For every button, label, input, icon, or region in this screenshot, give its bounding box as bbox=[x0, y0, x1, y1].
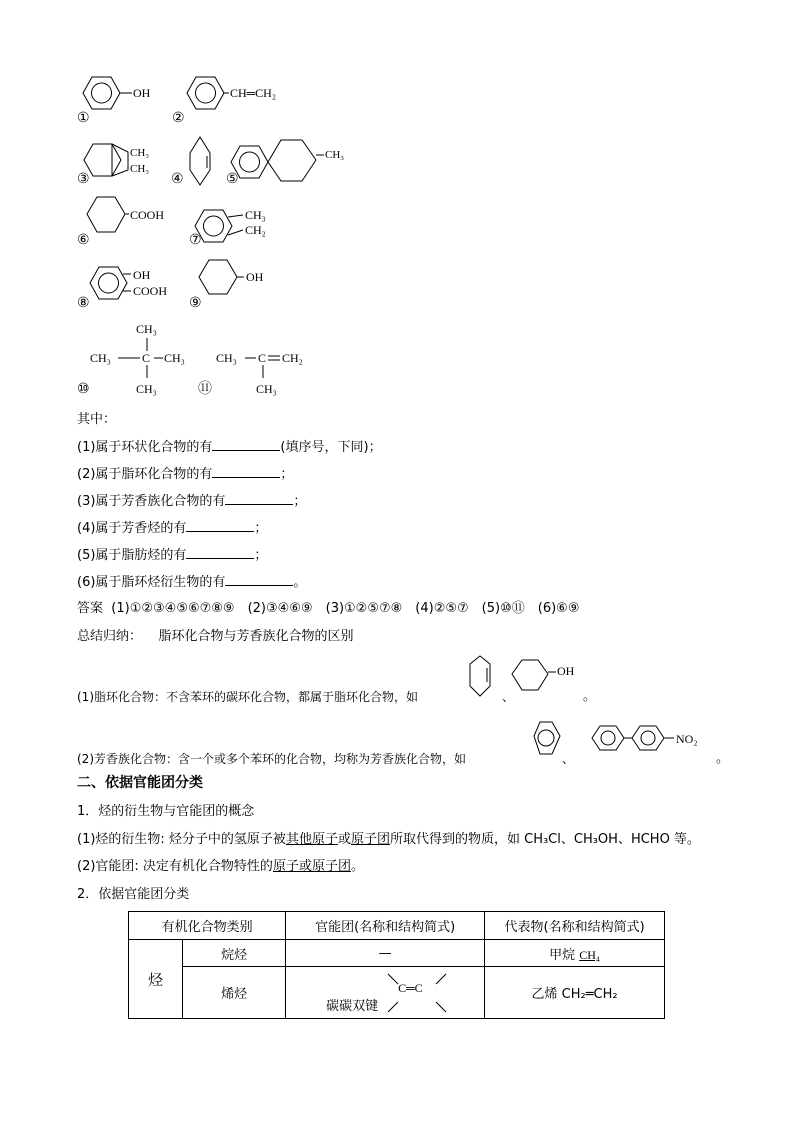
table-rep-alkane bbox=[485, 940, 665, 967]
structure-label-9: ⑨ bbox=[189, 296, 202, 311]
cyclohexanol-ring-example bbox=[512, 660, 548, 690]
structure-label-6: ⑥ bbox=[77, 233, 90, 248]
table-class-alkane: 烷烃 bbox=[183, 940, 286, 967]
summary-end-1: 。 bbox=[583, 689, 597, 704]
answer-blank-1[interactable] bbox=[212, 438, 280, 451]
definition-1-c: 所取代得到的物质，如 CH₃Cl、CH₃OH、HCHO 等。 bbox=[389, 832, 700, 847]
summary-p2-text: (2)芳香族化合物：含一个或多个苯环的化合物，均称为芳香族化合物，如 bbox=[77, 752, 467, 766]
biphenyl-ring-a bbox=[592, 726, 624, 750]
table-header-rep: 代表物(名称和结构简式) bbox=[485, 912, 665, 940]
table-class-alkene: 烯烃 bbox=[183, 967, 286, 1019]
definition-2-u: 原子或原子团 bbox=[272, 859, 351, 874]
summary-p2 bbox=[77, 750, 466, 768]
question-6-text: (6)属于脂环烃衍生物的有 bbox=[77, 575, 226, 590]
structure-label-4: ④ bbox=[171, 172, 184, 187]
cyclohexane-ring-6 bbox=[87, 197, 125, 232]
group-vinyl-2: CH═CH₂ bbox=[230, 86, 277, 100]
question-2-text: (2)属于脂环化合物的有 bbox=[77, 467, 213, 482]
definition-1 bbox=[77, 831, 700, 849]
aromatic-circle-1 bbox=[92, 83, 112, 103]
cyclohexane-ring-9 bbox=[199, 260, 237, 294]
summary-sep-2: 、 bbox=[562, 752, 575, 766]
group-ch3-3b: CH₃ bbox=[130, 163, 150, 175]
definition-2-b: 。 bbox=[350, 859, 364, 874]
structure-label-7: ⑦ bbox=[189, 233, 202, 248]
question-4-semi: ； bbox=[254, 521, 268, 536]
question-3-text: (3)属于芳香族化合物的有 bbox=[77, 494, 226, 509]
s10-top-ch3: CH₃ bbox=[136, 322, 157, 336]
answer-line bbox=[77, 600, 579, 618]
double-bond-figure bbox=[382, 968, 472, 1018]
group-ch3-3a: CH₃ bbox=[130, 147, 150, 159]
question-5-text: (5)属于脂肪烃的有 bbox=[77, 548, 187, 563]
summary-end-2: 。 bbox=[716, 751, 730, 766]
question-1-note: (填序号，下同)； bbox=[280, 440, 382, 455]
question-3 bbox=[77, 492, 306, 511]
question-3-semi: ； bbox=[293, 494, 307, 509]
subsection-2: 2．依据官能团分类 bbox=[77, 887, 190, 902]
table-rep-alkene: 乙烯 CH₂═CH₂ bbox=[485, 967, 665, 1019]
structure-label-1: ① bbox=[77, 111, 90, 126]
summary-oh: OH bbox=[557, 664, 575, 678]
structure-label-3: ③ bbox=[77, 172, 90, 187]
group-oh-9: OH bbox=[246, 270, 264, 284]
group-oh-8: OH bbox=[133, 268, 151, 282]
table-header-class: 有机化合物类别 bbox=[129, 912, 286, 940]
s11-left-ch3: CH₃ bbox=[216, 351, 237, 365]
s11-center-c: C bbox=[258, 351, 267, 365]
summary-no2: NO₂ bbox=[676, 732, 698, 746]
question-5 bbox=[77, 546, 267, 565]
benzene-ring-2 bbox=[187, 77, 224, 109]
group-cooh-6: COOH bbox=[130, 208, 165, 222]
summary-p1 bbox=[77, 688, 418, 706]
structure-label-5: ⑤ bbox=[226, 172, 239, 187]
question-4 bbox=[77, 519, 267, 538]
group-ch3-7: CH₃ bbox=[245, 208, 266, 222]
definition-2-a: (2)官能团: 决定有机化合物特性的 bbox=[77, 859, 273, 874]
table-header-row bbox=[129, 912, 665, 940]
fg-name-alkene: 碳碳双键 bbox=[326, 999, 379, 1014]
answer-blank-2[interactable] bbox=[212, 465, 280, 478]
answer-label: 答案 bbox=[77, 601, 104, 616]
benzene-ring-8 bbox=[90, 267, 127, 299]
table-row bbox=[129, 967, 665, 1019]
rep-name-alkane: 甲烷 bbox=[549, 947, 580, 963]
answer-blank-3[interactable] bbox=[225, 492, 293, 505]
answer-blank-4[interactable] bbox=[186, 519, 254, 532]
alicyclic-examples bbox=[466, 652, 586, 712]
s10-right-ch3: CH₃ bbox=[164, 351, 185, 365]
question-5-semi: ； bbox=[254, 548, 268, 563]
structure-label-11: ⑪ bbox=[198, 382, 212, 397]
rep-formula-alkane: CH₄ bbox=[579, 947, 601, 962]
s10-center-c: C bbox=[142, 351, 151, 365]
structure-label-10: ⑩ bbox=[77, 382, 90, 397]
s11-bottom-ch3: CH₃ bbox=[256, 382, 277, 396]
s11-right-ch2: CH₂ bbox=[282, 351, 303, 365]
definition-1-u1: 其他原子 bbox=[285, 832, 338, 847]
table-group-cell: 烃 bbox=[129, 940, 183, 1019]
question-6-end: 。 bbox=[293, 575, 307, 590]
question-2-semi: ； bbox=[280, 467, 294, 482]
table-fg-alkane: — bbox=[286, 940, 485, 967]
group-cooh-8: COOH bbox=[133, 284, 168, 298]
table-header-group: 官能团(名称和结构简式) bbox=[286, 912, 485, 940]
answer-text: (1)①②③④⑤⑥⑦⑧⑨ (2)③④⑥⑨ (3)①②⑤⑦⑧ (4)②⑤⑦ (5)⑩⑪ (6)⑥⑨ bbox=[111, 601, 580, 616]
question-2 bbox=[77, 465, 293, 484]
definition-1-u2: 原子团 bbox=[350, 832, 390, 847]
question-1-text: (1)属于环状化合物的有 bbox=[77, 440, 213, 455]
benzene-ring-1 bbox=[83, 77, 120, 109]
table-fg-alkene bbox=[286, 967, 485, 1019]
section-heading: 二、依据官能团分类 bbox=[77, 775, 203, 791]
classification-table bbox=[128, 911, 665, 1019]
group-ch3-5: CH₃ bbox=[325, 149, 345, 161]
questions-intro: 其中： bbox=[77, 412, 117, 427]
structures-figure bbox=[0, 0, 794, 400]
group-oh-1: OH bbox=[133, 86, 151, 100]
summary-label: 总结归纳： bbox=[77, 629, 143, 644]
definition-1-b: 或 bbox=[337, 832, 351, 847]
table-row bbox=[129, 940, 665, 967]
question-1 bbox=[77, 438, 382, 457]
s10-bottom-ch3: CH₃ bbox=[136, 382, 157, 396]
cyclohexane-ring-5 bbox=[268, 140, 316, 181]
biphenyl-ring-b bbox=[632, 726, 664, 750]
summary-title: 脂环化合物与芳香族化合物的区别 bbox=[158, 629, 354, 644]
subsection-1: 1．烃的衍生物与官能团的概念 bbox=[77, 804, 255, 819]
structure-label-8: ⑧ bbox=[77, 296, 90, 311]
question-4-text: (4)属于芳香烃的有 bbox=[77, 521, 187, 536]
fg-formula-alkene: C═C bbox=[398, 981, 423, 995]
summary-p1-text: (1)脂环化合物：不含苯环的碳环化合物，都属于脂环化合物，如 bbox=[77, 690, 419, 704]
summary-header bbox=[77, 628, 354, 646]
s10-left-ch3: CH₃ bbox=[90, 351, 111, 365]
summary-sep-1: 、 bbox=[502, 690, 515, 704]
question-6 bbox=[77, 573, 306, 592]
group-ch2-7: CH₂ bbox=[245, 223, 266, 237]
aromatic-examples bbox=[528, 710, 728, 770]
structure-label-2: ② bbox=[172, 111, 185, 126]
definition-1-a: (1)烃的衍生物: 烃分子中的氢原子被 bbox=[77, 832, 286, 847]
answer-blank-6[interactable] bbox=[225, 573, 293, 586]
definition-2 bbox=[77, 858, 364, 876]
answer-blank-5[interactable] bbox=[186, 546, 254, 559]
